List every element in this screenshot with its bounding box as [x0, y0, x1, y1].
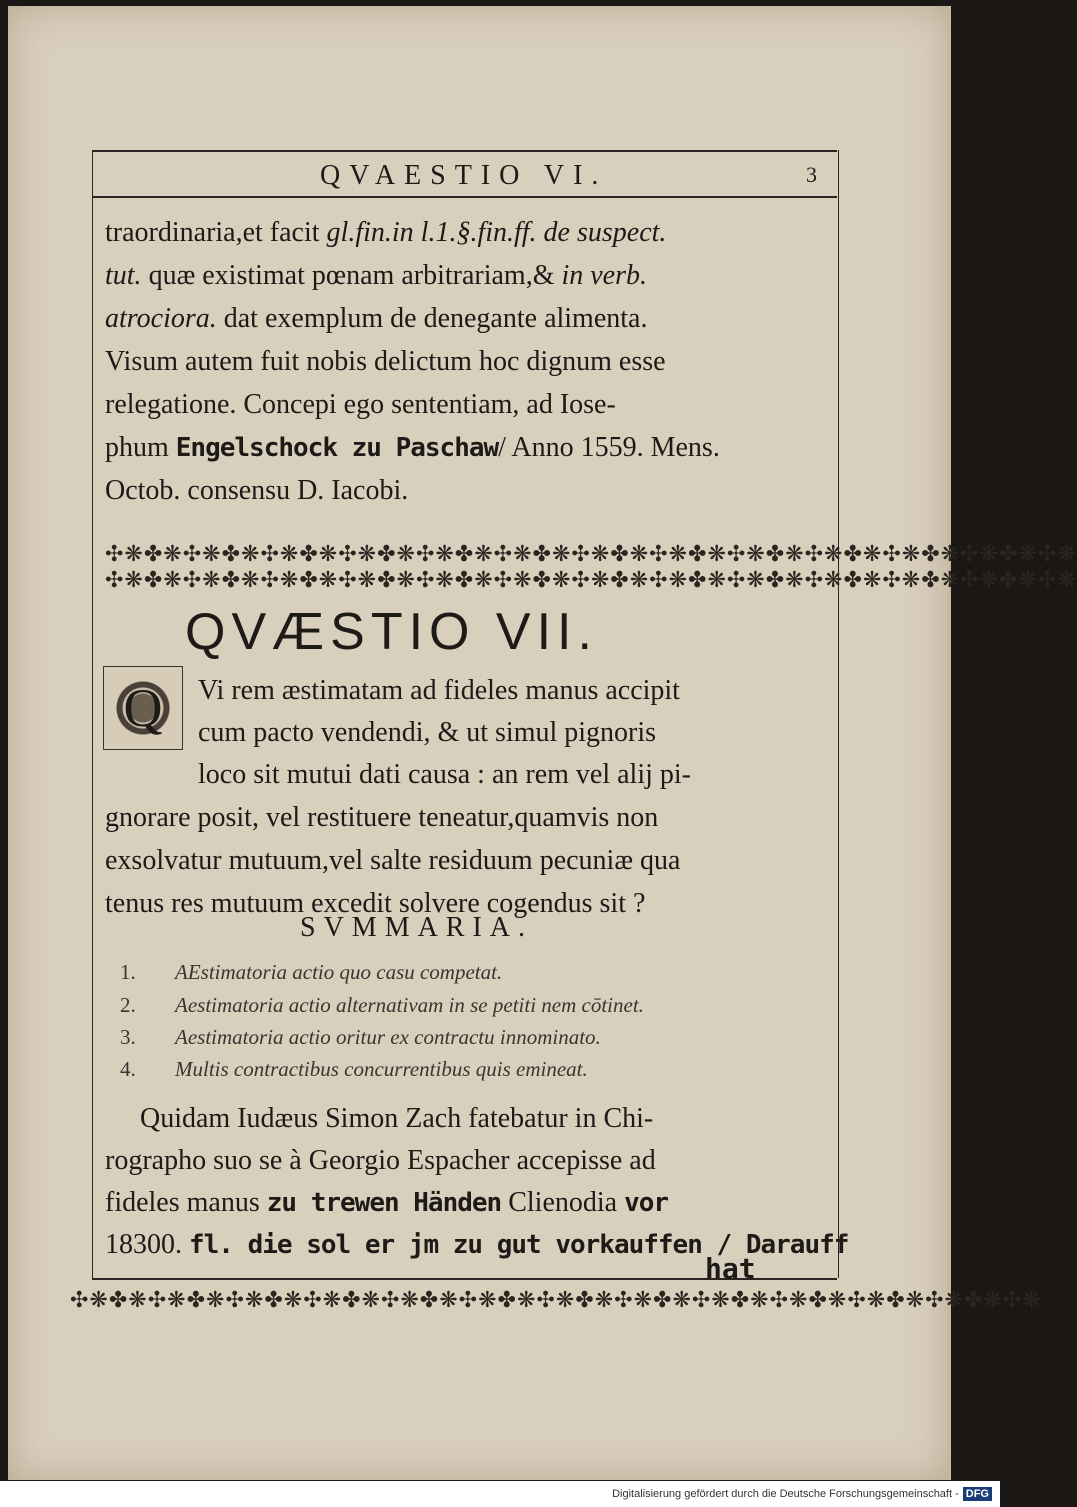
- text-line: Visum autem fuit nobis delictum hoc dignum esse: [105, 346, 666, 377]
- page-number: 3: [806, 162, 817, 187]
- digitization-footer: Digitalisierung gefördert durch die Deutsche Forschungsgemeinschaft - DFG: [0, 1481, 1000, 1507]
- header-bottom-rule: [92, 196, 837, 198]
- question-line: gnorare posit, vel restituere teneatur,quamvis non: [105, 802, 659, 833]
- running-head: QVAESTIO VI.: [320, 160, 608, 191]
- dfg-logo: DFG: [963, 1487, 992, 1501]
- question-line: Vi rem æstimatam ad fideles manus accipit: [198, 675, 680, 706]
- text-line: tut. quæ existimat pœnam arbitrariam,& in verb.: [105, 260, 647, 291]
- body-line: fideles manus zu trewen Händen Clienodia vor: [105, 1187, 669, 1218]
- header-top-rule: [92, 150, 837, 152]
- text-line: traordinaria,et facit gl.fin.in l.1.§.fin.ff. de suspect.: [105, 217, 667, 248]
- summaria-title: SVMMARIA.: [300, 912, 534, 943]
- summary-item: 3. Aestimatoria actio oritur ex contractu innominato.: [120, 1025, 601, 1049]
- decorated-initial: Q: [103, 666, 183, 750]
- body-line: Quidam Iudæus Simon Zach fatebatur in Chi-: [140, 1103, 654, 1134]
- body-line: rographo suo se à Georgio Espacher accepisse ad: [105, 1145, 656, 1176]
- ornament-band: ✣❋✤❋✣❋✤❋✣❋✤❋✣❋✤❋✣❋✤❋✣❋✤❋✣❋✤❋✣❋✤❋✣❋✤❋✣❋✤❋✣❋✤❋✣❋✤❋✣❋: [105, 567, 1077, 592]
- question-line: cum pacto vendendi, & ut simul pignoris: [198, 717, 657, 748]
- body-line: 18300. fl. die sol er jm zu gut vorkauffen / Darauff: [105, 1229, 849, 1260]
- text-line: atrociora. dat exemplum de denegante alimenta.: [105, 303, 648, 334]
- text-line: phum Engelschock zu Paschaw/ Anno 1559. Mens.: [105, 432, 720, 463]
- summary-item: 2. Aestimatoria actio alternativam in se petiti nem cōtinet.: [120, 993, 644, 1017]
- question-line: tenus res mutuum excedit solvere cogendus sit ?: [105, 888, 646, 919]
- question-line: loco sit mutui dati causa : an rem vel alij pi-: [198, 759, 691, 790]
- question-line: exsolvatur mutuum,vel salte residuum pecuniæ qua: [105, 845, 681, 876]
- summary-item: 4. Multis contractibus concurrentibus quis emineat.: [120, 1057, 588, 1081]
- ornament-footer-band: ✣❋✤❋✣❋✤❋✣❋✤❋✣❋✤❋✣❋✤❋✣❋✤❋✣❋✤❋✣❋✤❋✣❋✤❋✣❋✤❋✣❋✤❋✣❋✤❋✣❋: [70, 1287, 1042, 1312]
- question-title: QVÆSTIO VII.: [185, 603, 598, 661]
- text-line: Octob. consensu D. Iacobi.: [105, 475, 409, 506]
- summary-item: 1. AEstimatoria actio quo casu competat.: [120, 960, 503, 984]
- text-line: relegatione. Concepi ego sententiam, ad Iose-: [105, 389, 616, 420]
- catchword: hat: [705, 1252, 756, 1285]
- ornament-band: ✣❋✤❋✣❋✤❋✣❋✤❋✣❋✤❋✣❋✤❋✣❋✤❋✣❋✤❋✣❋✤❋✣❋✤❋✣❋✤❋✣❋✤❋✣❋✤❋✣❋: [105, 541, 1077, 566]
